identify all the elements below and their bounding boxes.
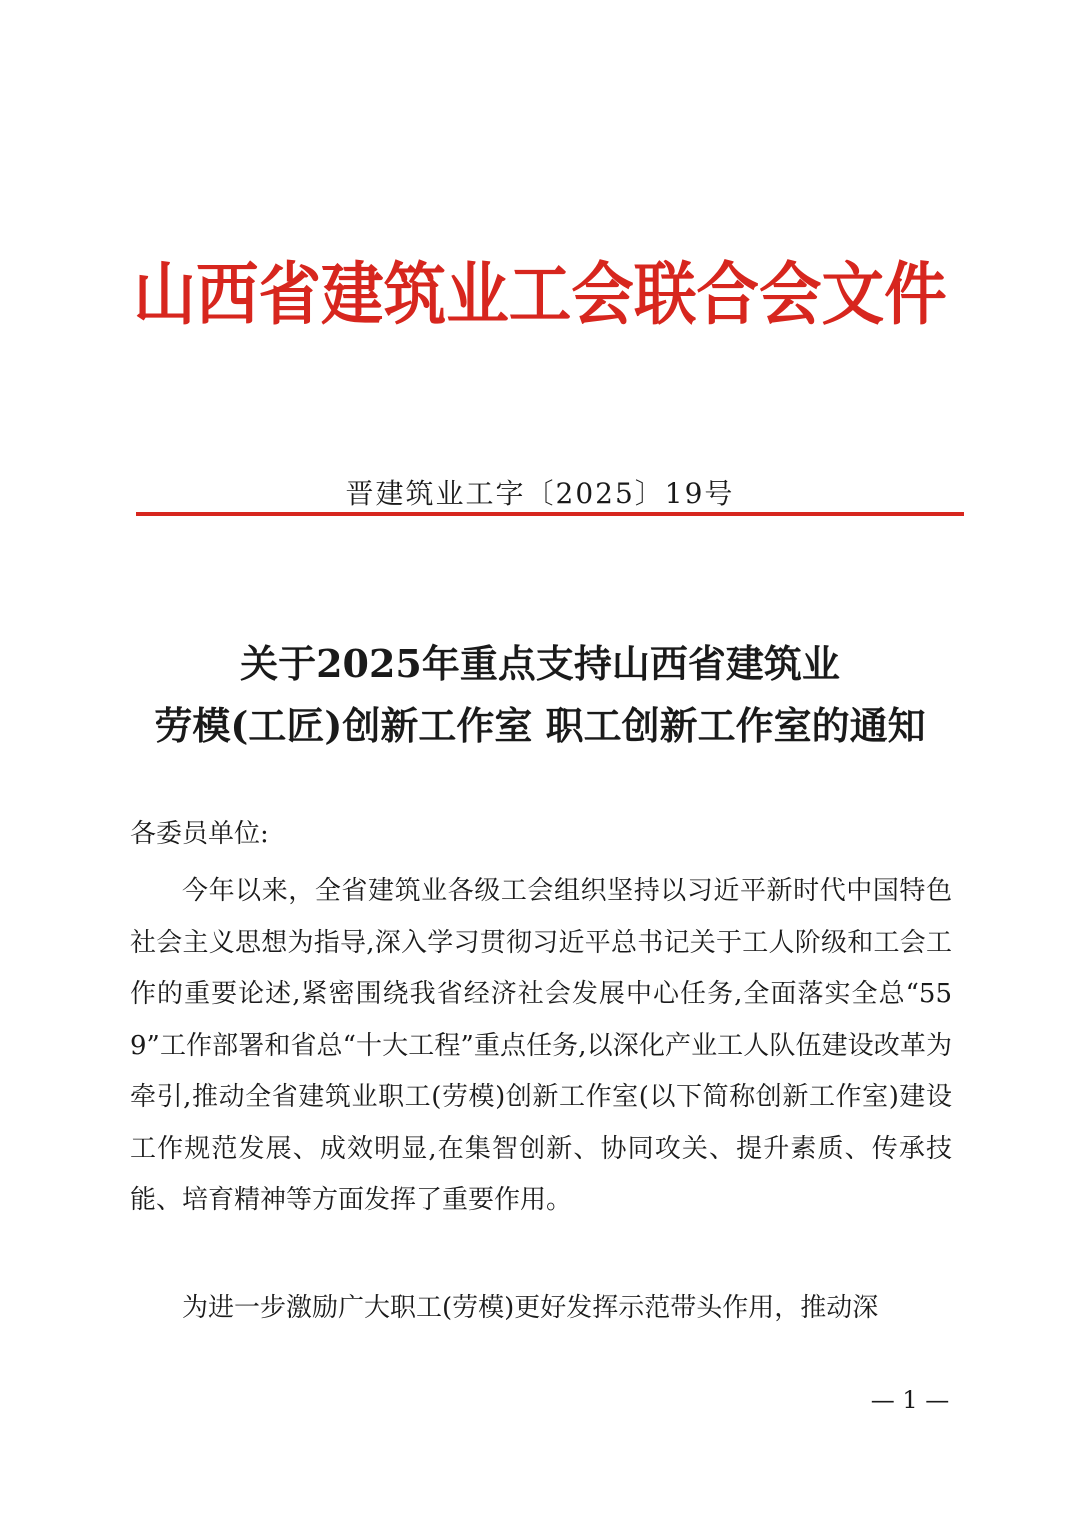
- red-divider-rule: [136, 512, 964, 516]
- salutation: 各委员单位:: [130, 819, 269, 849]
- body-paragraph-2: 为进一步激励广大职工(劳模)更好发挥示范带头作用，推动深: [182, 1293, 879, 1323]
- notice-title-line-2: 劳模(工匠)创新工作室 职工创新工作室的通知: [154, 703, 926, 748]
- page-number: — 1 —: [870, 1386, 950, 1414]
- masthead-title: 山西省建筑业工会联合会文件: [133, 255, 947, 335]
- notice-title-line-1: 关于2025年重点支持山西省建筑业: [240, 641, 840, 686]
- body-paragraph-1: 今年以来，全省建筑业各级工会组织坚持以习近平新时代中国特色社会主义思想为指导,深入学习贯彻习近平总书记关于工人阶级和工会工作的重要论述,紧密围绕我省经济社会发展中心任务,全面落实全总“559”工作部署和省总“十大工程”重点任务,以深化产业工人队伍建设改革为牵引,推动全省建筑业职工(劳模)创新工作室(以下简称创新工作室)建设工作规范发展、成效明显,在集智创新、协同攻关、提升素质、传承技能、培育精神等方面发挥了重要作用。: [130, 876, 952, 1215]
- document-number: 晋建筑业工字〔2025〕19号: [345, 477, 735, 510]
